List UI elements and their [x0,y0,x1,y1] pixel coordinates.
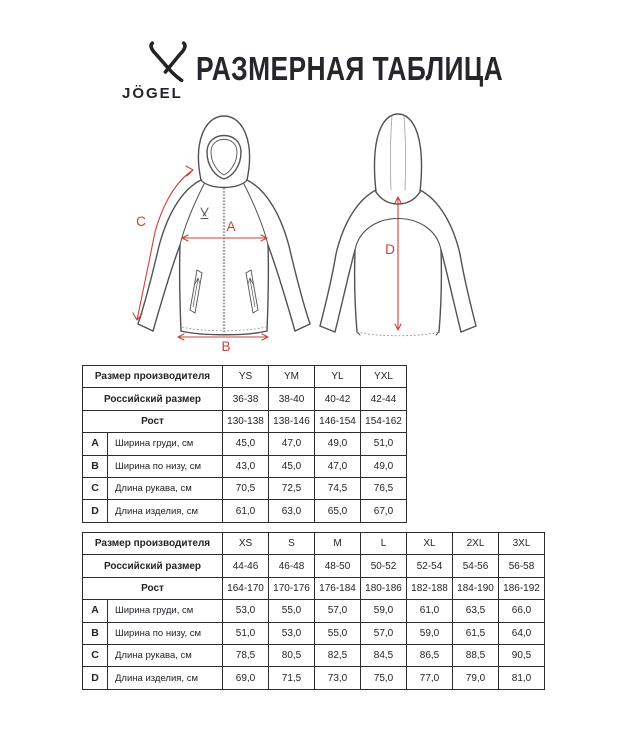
size-table-adult [82,532,545,690]
size-code-cell: S [269,533,315,555]
table-header-row [83,388,407,410]
measure-value-cell: 64,0 [499,622,545,644]
measure-label-c: C [136,214,146,229]
measure-value-cell: 57,0 [315,600,361,622]
size-code-cell: 54-56 [453,555,499,577]
size-code-cell: YM [269,366,315,388]
measure-value-cell: 65,0 [315,500,361,522]
measure-row [83,622,545,644]
measure-name-cell: Длина изделия, см [108,500,223,522]
measure-label-a: A [226,219,236,234]
size-code-cell: L [361,533,407,555]
measure-value-cell: 61,0 [407,600,453,622]
measure-key-cell: C [83,477,108,499]
measure-value-cell: 74,5 [315,477,361,499]
measure-value-cell: 76,5 [361,477,407,499]
header-label-cell: Российский размер [83,555,223,577]
size-code-cell: 52-54 [407,555,453,577]
size-code-cell: 186-192 [499,577,545,599]
size-code-cell: 36-38 [223,388,269,410]
size-code-cell: 184-190 [453,577,499,599]
measure-key-cell: A [83,433,108,455]
measure-value-cell: 66,0 [499,600,545,622]
hood-seams [390,116,405,190]
measure-value-cell: 73,0 [315,667,361,689]
measure-value-cell: 57,0 [361,622,407,644]
size-code-cell: 48-50 [315,555,361,577]
measure-arrow-hem [178,334,268,354]
jacket-front-diagram [125,104,325,354]
measure-value-cell: 55,0 [269,600,315,622]
measure-value-cell: 53,0 [269,622,315,644]
size-code-cell: M [315,533,361,555]
size-code-cell: 56-58 [499,555,545,577]
measure-value-cell: 69,0 [223,667,269,689]
measure-value-cell: 82,5 [315,644,361,666]
measure-value-cell: 75,0 [361,667,407,689]
size-code-cell: 2XL [453,533,499,555]
measure-value-cell: 49,0 [315,433,361,455]
jogel-logo-icon [147,40,189,84]
measure-key-cell: D [83,500,108,522]
measure-name-cell: Ширина по низу, см [108,455,223,477]
measure-value-cell: 53,0 [223,600,269,622]
measure-name-cell: Длина рукава, см [108,644,223,666]
table-header-row [83,366,407,388]
size-code-cell: 46-48 [269,555,315,577]
measure-value-cell: 51,0 [223,622,269,644]
measure-value-cell: 81,0 [499,667,545,689]
measure-row [83,433,407,455]
measure-row [83,644,545,666]
measure-name-cell: Длина изделия, см [108,667,223,689]
measure-key-cell: D [83,667,108,689]
measure-value-cell: 63,5 [453,600,499,622]
size-code-cell: 130-138 [223,410,269,432]
measure-row [83,477,407,499]
header-label-cell: Российский размер [83,388,223,410]
measure-value-cell: 88,5 [453,644,499,666]
size-code-cell: 50-52 [361,555,407,577]
measure-value-cell: 47,0 [269,433,315,455]
size-code-cell: XL [407,533,453,555]
measure-name-cell: Ширина по низу, см [108,622,223,644]
size-code-cell: 44-46 [223,555,269,577]
measure-row [83,455,407,477]
size-code-cell: 38-40 [269,388,315,410]
header-label-cell: Рост [83,410,223,432]
header-label-cell: Рост [83,577,223,599]
measure-name-cell: Ширина груди, см [108,433,223,455]
size-code-cell: YS [223,366,269,388]
size-code-cell: 3XL [499,533,545,555]
measure-row [83,667,545,689]
measure-value-cell: 67,0 [361,500,407,522]
measure-value-cell: 72,5 [269,477,315,499]
size-code-cell: 176-184 [315,577,361,599]
size-code-cell: YXL [361,366,407,388]
measure-row [83,600,545,622]
measure-value-cell: 70,5 [223,477,269,499]
measure-value-cell: 45,0 [269,455,315,477]
size-code-cell: 42-44 [361,388,407,410]
measure-label-d: D [385,242,395,257]
measure-value-cell: 63,0 [269,500,315,522]
size-table-youth [82,365,407,523]
table-header-row [83,410,407,432]
size-code-cell: 164-170 [223,577,269,599]
measure-value-cell: 51,0 [361,433,407,455]
size-code-cell: XS [223,533,269,555]
measure-name-cell: Ширина груди, см [108,600,223,622]
measure-value-cell: 61,5 [453,622,499,644]
chest-logo-icon [201,208,208,219]
measure-value-cell: 49,0 [361,455,407,477]
measure-key-cell: B [83,455,108,477]
measure-value-cell: 77,0 [407,667,453,689]
measure-value-cell: 90,5 [499,644,545,666]
measure-value-cell: 59,0 [407,622,453,644]
back-hem-stitch [357,332,439,336]
size-code-cell: 180-186 [361,577,407,599]
header-label-cell: Размер производителя [83,533,223,555]
measure-value-cell: 47,0 [315,455,361,477]
size-code-cell: 182-188 [407,577,453,599]
measure-value-cell: 45,0 [223,433,269,455]
measure-value-cell: 55,0 [315,622,361,644]
size-code-cell: 146-154 [315,410,361,432]
measure-value-cell: 61,0 [223,500,269,522]
size-code-cell: 170-176 [269,577,315,599]
measure-key-cell: C [83,644,108,666]
table-header-row [83,533,545,555]
measure-label-b: B [221,339,231,354]
measure-row [83,500,407,522]
measure-value-cell: 78,5 [223,644,269,666]
measure-name-cell: Длина рукава, см [108,477,223,499]
jogel-logo-text: JÖGEL [122,85,183,102]
measure-key-cell: A [83,600,108,622]
measure-value-cell: 59,0 [361,600,407,622]
jacket-back-diagram [315,104,485,354]
table-header-row [83,555,545,577]
measure-value-cell: 79,0 [453,667,499,689]
measure-value-cell: 43,0 [223,455,269,477]
header-label-cell: Размер производителя [83,366,223,388]
page-title: РАЗМЕРНАЯ ТАБЛИЦА [196,50,504,87]
size-code-cell: 40-42 [315,388,361,410]
measure-value-cell: 71,5 [269,667,315,689]
measure-value-cell: 86,5 [407,644,453,666]
table-header-row [83,577,545,599]
measure-value-cell: 84,5 [361,644,407,666]
size-code-cell: YL [315,366,361,388]
size-code-cell: 138-146 [269,410,315,432]
measure-key-cell: B [83,622,108,644]
measure-arrow-length [385,197,401,330]
measure-value-cell: 80,5 [269,644,315,666]
size-code-cell: 154-162 [361,410,407,432]
